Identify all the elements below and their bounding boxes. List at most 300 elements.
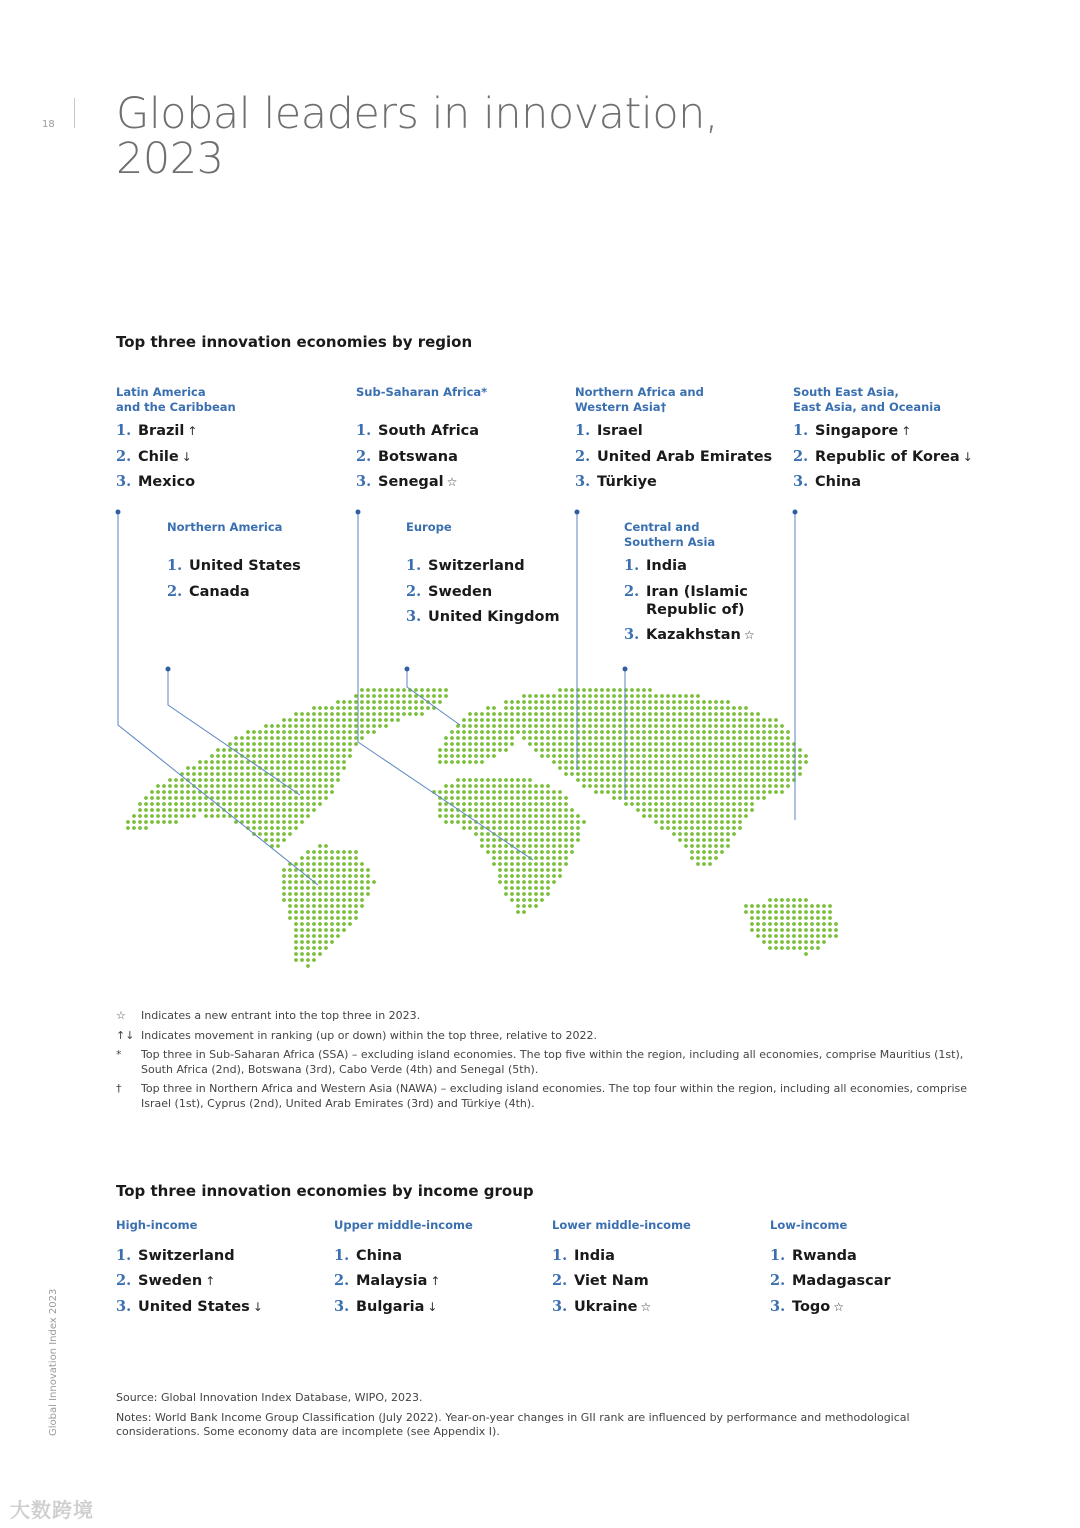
map-dot <box>534 850 538 854</box>
map-dot <box>210 772 214 776</box>
map-dot <box>756 724 760 728</box>
map-dot <box>204 760 208 764</box>
map-dot <box>750 784 754 788</box>
map-dot <box>312 754 316 758</box>
list-item <box>356 473 556 491</box>
map-dot <box>510 706 514 710</box>
map-dot <box>654 724 658 728</box>
map-dot <box>246 814 250 818</box>
map-dot <box>738 742 742 746</box>
map-dot <box>174 778 178 782</box>
map-dot <box>588 706 592 710</box>
economy-name: Canada <box>189 583 250 600</box>
map-dot <box>738 736 742 740</box>
map-dot <box>654 814 658 818</box>
map-dot <box>438 814 442 818</box>
map-dot <box>504 706 508 710</box>
map-dot <box>708 814 712 818</box>
map-dot <box>768 778 772 782</box>
map-dot <box>516 718 520 722</box>
map-dot <box>756 934 760 938</box>
map-dot <box>510 796 514 800</box>
map-dot <box>360 862 364 866</box>
map-dot <box>630 778 634 782</box>
map-dot <box>678 730 682 734</box>
map-dot <box>720 838 724 842</box>
map-dot <box>270 814 274 818</box>
map-dot <box>348 874 352 878</box>
map-dot <box>354 694 358 698</box>
map-dot <box>570 832 574 836</box>
map-dot <box>786 934 790 938</box>
map-dot <box>312 850 316 854</box>
map-dot <box>606 700 610 704</box>
map-dot <box>402 700 406 704</box>
rank-list <box>356 422 556 491</box>
rank-number: 2. <box>552 1272 568 1289</box>
map-dot <box>192 772 196 776</box>
map-dot <box>216 766 220 770</box>
map-dot <box>540 832 544 836</box>
map-dot <box>660 760 664 764</box>
map-dot <box>546 814 550 818</box>
map-dot <box>750 772 754 776</box>
map-dot <box>510 862 514 866</box>
map-dot <box>276 790 280 794</box>
map-dot <box>606 742 610 746</box>
map-dot <box>498 712 502 716</box>
map-dot <box>528 796 532 800</box>
map-dot <box>714 820 718 824</box>
map-dot <box>360 736 364 740</box>
map-dot <box>228 808 232 812</box>
map-dot <box>276 820 280 824</box>
map-dot <box>504 892 508 896</box>
map-dot <box>522 832 526 836</box>
map-dot <box>804 934 808 938</box>
map-dot <box>264 766 268 770</box>
map-dot <box>534 868 538 872</box>
map-dot <box>684 778 688 782</box>
map-dot <box>684 820 688 824</box>
map-dot <box>282 742 286 746</box>
map-dot <box>714 844 718 848</box>
map-dot <box>774 946 778 950</box>
map-dot <box>258 736 262 740</box>
map-dot <box>198 802 202 806</box>
map-dot <box>828 922 832 926</box>
map-dot <box>636 694 640 698</box>
map-dot <box>312 736 316 740</box>
map-dot <box>318 724 322 728</box>
map-dot <box>414 706 418 710</box>
map-dot <box>726 784 730 788</box>
map-dot <box>702 832 706 836</box>
map-dot <box>324 790 328 794</box>
map-dot <box>204 772 208 776</box>
map-dot <box>324 772 328 776</box>
map-dot <box>540 802 544 806</box>
map-dot <box>696 748 700 752</box>
map-dot <box>168 796 172 800</box>
map-dot <box>702 718 706 722</box>
map-dot <box>816 922 820 926</box>
map-dot <box>174 808 178 812</box>
map-dot <box>510 898 514 902</box>
map-dot <box>480 808 484 812</box>
map-dot <box>696 844 700 848</box>
map-dot <box>660 826 664 830</box>
economy-name: Malaysia <box>356 1273 428 1289</box>
map-dot <box>780 754 784 758</box>
map-dot <box>312 910 316 914</box>
map-dot <box>288 760 292 764</box>
map-dot <box>612 796 616 800</box>
map-dot <box>630 718 634 722</box>
map-dot <box>168 808 172 812</box>
map-dot <box>372 688 376 692</box>
map-dot <box>726 700 730 704</box>
map-dot <box>780 898 784 902</box>
map-dot <box>732 754 736 758</box>
map-dot <box>360 868 364 872</box>
map-dot <box>750 802 754 806</box>
map-dot <box>738 706 742 710</box>
map-dot <box>672 718 676 722</box>
map-dot <box>678 790 682 794</box>
map-dot <box>438 790 442 794</box>
map-dot <box>282 892 286 896</box>
rank-number: 1. <box>552 1246 568 1264</box>
map-dot <box>594 700 598 704</box>
map-dot <box>492 844 496 848</box>
map-dot <box>516 844 520 848</box>
income-group-name: Low-income <box>770 1218 848 1232</box>
map-dot <box>726 748 730 752</box>
map-dot <box>798 760 802 764</box>
map-dot <box>630 736 634 740</box>
map-dot <box>324 940 328 944</box>
map-dot <box>294 742 298 746</box>
economy-name: India <box>574 1247 615 1264</box>
map-dot <box>690 820 694 824</box>
map-dot <box>678 778 682 782</box>
map-dot <box>462 718 466 722</box>
map-dot <box>294 784 298 788</box>
map-dot <box>762 934 766 938</box>
map-dot <box>522 862 526 866</box>
map-dot <box>774 760 778 764</box>
map-dot <box>810 910 814 914</box>
dagger-icon: † <box>116 1082 122 1095</box>
map-dot <box>564 766 568 770</box>
map-dot <box>588 730 592 734</box>
map-dot <box>756 772 760 776</box>
map-dot <box>702 784 706 788</box>
map-dot <box>672 808 676 812</box>
map-dot <box>618 766 622 770</box>
map-dot <box>324 868 328 872</box>
rank-number: 3. <box>116 473 132 490</box>
map-dot <box>264 838 268 842</box>
map-dot <box>144 814 148 818</box>
map-dot <box>348 868 352 872</box>
map-dot <box>552 874 556 878</box>
rank-list <box>167 557 367 601</box>
map-dot <box>678 802 682 806</box>
map-dot <box>420 688 424 692</box>
map-dot <box>816 946 820 950</box>
map-dot <box>210 754 214 758</box>
map-dot <box>198 784 202 788</box>
map-dot <box>228 766 232 770</box>
map-dot <box>444 796 448 800</box>
map-dot <box>786 772 790 776</box>
map-dot <box>822 934 826 938</box>
map-dot <box>828 904 832 908</box>
map-dot <box>702 802 706 806</box>
map-dot <box>690 802 694 806</box>
map-dot <box>714 718 718 722</box>
rank-number: 3. <box>793 473 809 490</box>
map-dot <box>672 796 676 800</box>
map-dot <box>366 874 370 878</box>
map-dot <box>648 742 652 746</box>
map-dot <box>312 724 316 728</box>
map-dot <box>228 790 232 794</box>
map-dot <box>306 946 310 950</box>
map-dot <box>228 772 232 776</box>
map-dot <box>306 784 310 788</box>
map-dot <box>498 868 502 872</box>
map-dot <box>288 748 292 752</box>
map-dot <box>462 736 466 740</box>
map-dot <box>720 736 724 740</box>
map-dot <box>714 724 718 728</box>
map-dot <box>690 760 694 764</box>
map-dot <box>312 958 316 962</box>
rank-list <box>116 1247 316 1316</box>
map-dot <box>384 718 388 722</box>
arrow-up-icon: ↑ <box>430 1274 441 1288</box>
map-dot <box>210 766 214 770</box>
map-dot <box>450 748 454 752</box>
map-dot <box>732 742 736 746</box>
map-dot <box>582 706 586 710</box>
map-dot <box>546 796 550 800</box>
map-dot <box>654 796 658 800</box>
map-dot <box>330 736 334 740</box>
map-dot <box>324 724 328 728</box>
map-dot <box>456 778 460 782</box>
map-dot <box>330 772 334 776</box>
map-dot <box>684 844 688 848</box>
map-dot <box>384 712 388 716</box>
map-dot <box>654 706 658 710</box>
map-dot <box>666 790 670 794</box>
map-dot <box>486 844 490 848</box>
map-dot <box>360 700 364 704</box>
map-dot <box>552 826 556 830</box>
map-dot <box>618 736 622 740</box>
map-dot <box>312 706 316 710</box>
map-dot <box>270 730 274 734</box>
map-dot <box>810 934 814 938</box>
map-dot <box>264 826 268 830</box>
map-dot <box>588 748 592 752</box>
map-dot <box>294 730 298 734</box>
map-dot <box>336 712 340 716</box>
map-dot <box>720 820 724 824</box>
map-dot <box>348 892 352 896</box>
economy-name: Madagascar <box>792 1273 891 1289</box>
map-dot <box>312 904 316 908</box>
map-dot <box>510 712 514 716</box>
map-dot <box>282 874 286 878</box>
map-dot <box>540 874 544 878</box>
map-dot <box>312 898 316 902</box>
map-dot <box>564 832 568 836</box>
region-name: Central and Southern Asia <box>624 520 716 549</box>
map-dot <box>744 748 748 752</box>
map-dot <box>300 820 304 824</box>
map-dot <box>324 754 328 758</box>
map-dot <box>600 712 604 716</box>
map-dot <box>606 766 610 770</box>
map-dot <box>486 796 490 800</box>
map-dot <box>474 742 478 746</box>
map-dot <box>618 760 622 764</box>
map-dot <box>348 856 352 860</box>
map-dot <box>708 754 712 758</box>
map-dot <box>726 742 730 746</box>
map-dot <box>504 784 508 788</box>
map-dot <box>702 700 706 704</box>
map-dot <box>792 940 796 944</box>
map-dot <box>132 820 136 824</box>
star-icon: ☆ <box>640 1299 652 1314</box>
map-dot <box>306 850 310 854</box>
map-dot <box>798 928 802 932</box>
map-dot <box>252 790 256 794</box>
map-dot <box>618 718 622 722</box>
map-dot <box>540 850 544 854</box>
map-dot <box>540 694 544 698</box>
map-dot <box>312 886 316 890</box>
map-dot <box>600 778 604 782</box>
map-dot <box>336 880 340 884</box>
map-dot <box>318 928 322 932</box>
map-dot <box>720 850 724 854</box>
map-dot <box>726 736 730 740</box>
list-item <box>624 626 824 644</box>
map-dot <box>168 778 172 782</box>
map-dot <box>696 754 700 758</box>
map-dot <box>312 784 316 788</box>
map-dot <box>570 808 574 812</box>
map-dot <box>702 808 706 812</box>
map-dot <box>318 874 322 878</box>
map-dot <box>534 712 538 716</box>
map-dot <box>540 706 544 710</box>
map-dot <box>756 922 760 926</box>
map-dot <box>660 802 664 806</box>
map-dot <box>186 790 190 794</box>
map-dot <box>228 760 232 764</box>
map-dot <box>528 844 532 848</box>
map-dot <box>786 742 790 746</box>
map-dot <box>264 784 268 788</box>
map-dot <box>468 802 472 806</box>
map-dot <box>552 694 556 698</box>
map-dot <box>582 748 586 752</box>
map-dot <box>156 820 160 824</box>
map-dot <box>348 886 352 890</box>
region-name: Northern Africa and Western Asia† <box>575 385 704 414</box>
footnote-text: Indicates movement in ranking (up or down) within the top three, relative to 2022. <box>141 1028 597 1042</box>
map-dot <box>588 724 592 728</box>
map-dot <box>570 772 574 776</box>
map-dot <box>342 730 346 734</box>
map-dot <box>474 826 478 830</box>
map-dot <box>486 850 490 854</box>
map-dot <box>222 814 226 818</box>
map-dot <box>288 832 292 836</box>
map-dot <box>426 688 430 692</box>
map-dot <box>342 850 346 854</box>
map-dot <box>738 748 742 752</box>
map-dot <box>720 700 724 704</box>
map-dot <box>348 748 352 752</box>
map-dot <box>318 748 322 752</box>
map-dot <box>312 916 316 920</box>
map-dot <box>474 748 478 752</box>
list-item <box>334 1272 534 1290</box>
map-dot <box>318 868 322 872</box>
map-dot <box>600 772 604 776</box>
map-dot <box>606 772 610 776</box>
map-dot <box>558 832 562 836</box>
map-dot <box>498 844 502 848</box>
map-dot <box>474 784 478 788</box>
map-dot <box>504 814 508 818</box>
map-dot <box>648 706 652 710</box>
region-name: Sub-Saharan Africa* <box>356 385 488 399</box>
map-dot <box>246 808 250 812</box>
map-dot <box>318 886 322 890</box>
map-dot <box>522 736 526 740</box>
economy-name: Mexico <box>138 474 196 490</box>
map-dot <box>828 910 832 914</box>
leader-dot <box>116 510 121 515</box>
map-dot <box>660 790 664 794</box>
map-dot <box>630 802 634 806</box>
map-dot <box>372 880 376 884</box>
map-dot <box>726 778 730 782</box>
map-dot <box>540 814 544 818</box>
map-dot <box>498 832 502 836</box>
map-dot <box>504 874 508 878</box>
map-dot <box>528 712 532 716</box>
map-dot <box>162 784 166 788</box>
map-dot <box>672 712 676 716</box>
map-dot <box>648 790 652 794</box>
map-dot <box>672 772 676 776</box>
map-dot <box>486 730 490 734</box>
map-dot <box>516 886 520 890</box>
map-dot <box>294 922 298 926</box>
map-dot <box>270 766 274 770</box>
